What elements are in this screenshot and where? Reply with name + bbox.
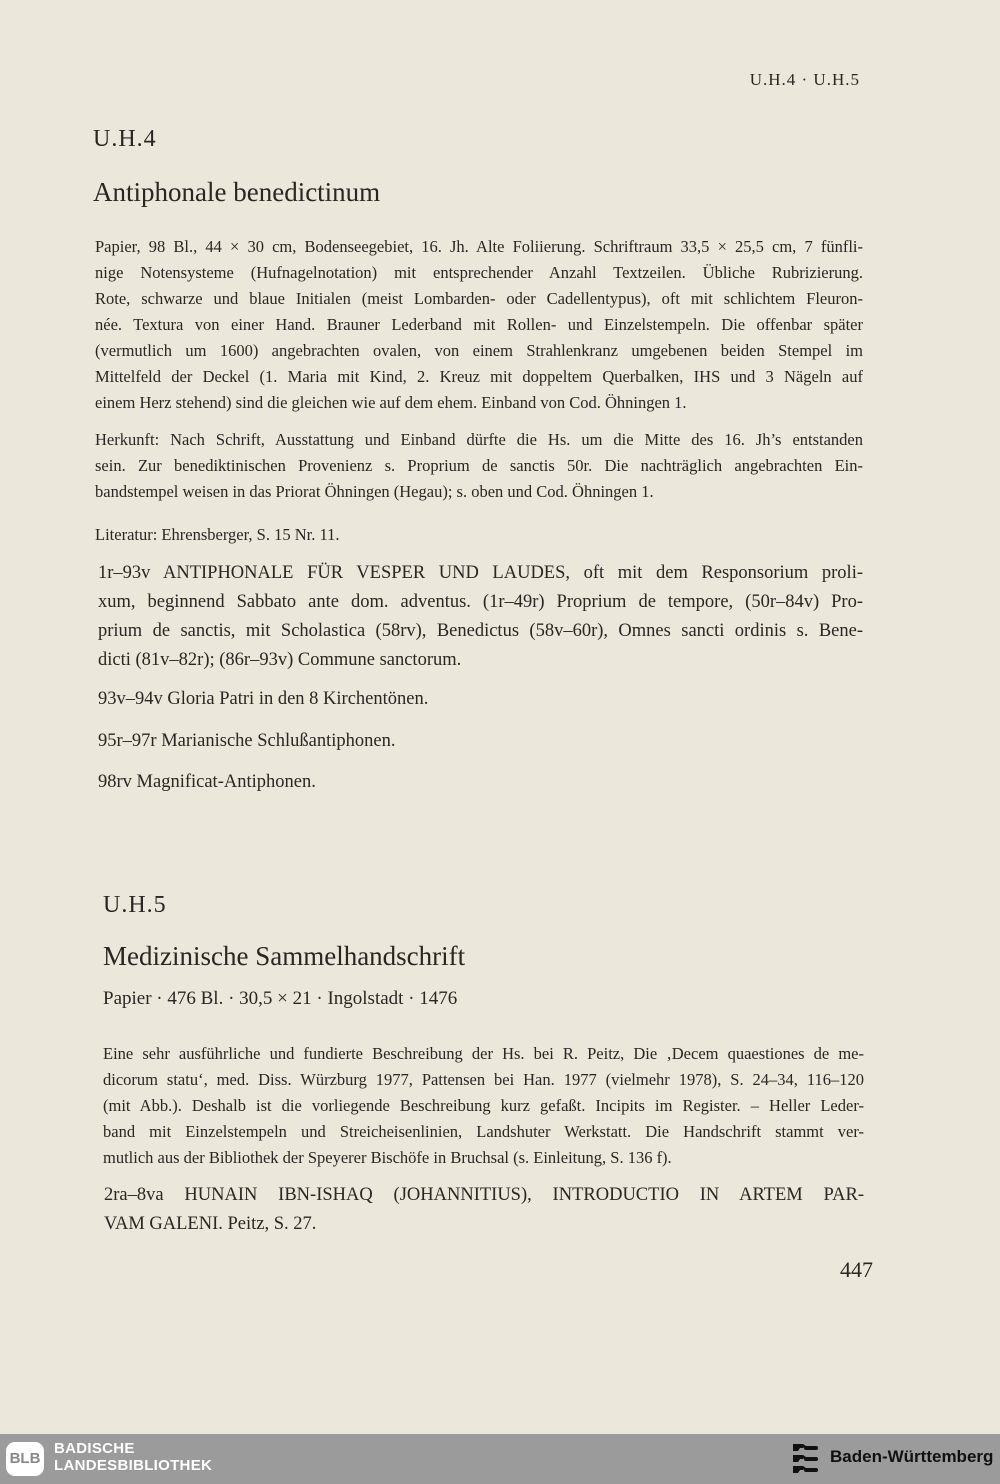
- uh4-desc-line: née. Textura von einer Hand. Brauner Lederband mit Rollen- und Einzelstempeln. Die offenbar später: [95, 315, 863, 334]
- uh5-entry-line: 2ra–8va HUNAIN IBN-ISHAQ (JOHANNITIUS), INTRODUCTIO IN ARTEM PAR-: [104, 1185, 864, 1205]
- uh4-desc-line: Mittelfeld der Deckel (1. Maria mit Kind, 2. Kreuz mit doppeltem Querbalken, IHS und 3 Nägeln auf: [95, 367, 863, 386]
- uh4-contents: [98, 559, 863, 675]
- uh4-desc-line: Rote, schwarze und blaue Initialen (meist Lombarden- oder Cadellentypus), oft mit schlichtem Fleuron-: [95, 289, 863, 308]
- running-head: U.H.4 · U.H.5: [749, 70, 860, 89]
- uh4-provenance: [95, 427, 863, 505]
- uh5-desc-line: band mit Einzelstempeln und Streicheisenlinien, Landshuter Werkstatt. Die Handschrift stammt ver-: [103, 1122, 864, 1141]
- uh5-entry: [104, 1181, 864, 1239]
- uh5-entry-line: VAM GALENI. Peitz, S. 27.: [104, 1214, 317, 1234]
- uh5-desc-line: mutlich aus der Bibliothek der Speyerer Bischöfe in Bruchsal (s. Einleitung, S. 136 f).: [103, 1148, 672, 1167]
- uh4-desc-line: (vermutlich um 1600) angebrachten ovalen, von einem Strahlenkranz umgebenen beiden Stempel im: [95, 341, 863, 360]
- uh5-title: Medizinische Sammelhandschrift: [103, 941, 466, 971]
- uh5-desc-line: dicorum statu‘, med. Diss. Würzburg 1977, Pattensen bei Han. 1977 (vielmehr 1978), S. 24–34, 116–120: [103, 1070, 864, 1089]
- uh4-desc-line: einem Herz stehend) sind die gleichen wie auf dem ehem. Einband von Cod. Öhningen 1.: [95, 393, 687, 412]
- uh4-desc-line: Papier, 98 Bl., 44 × 30 cm, Bodenseegebiet, 16. Jh. Alte Foliierung. Schriftraum 33,5 × 25,5 cm, 7 fünfli-: [95, 237, 863, 256]
- uh5-meta: Papier · 476 Bl. · 30,5 × 21 · Ingolstadt · 1476: [103, 988, 458, 1009]
- lions-coat-of-arms-icon: [790, 1440, 824, 1478]
- page-number: 447: [840, 1257, 873, 1282]
- uh4-prov-line: sein. Zur benediktinischen Provenienz s. Proprium de sanctis 50r. Die nachträglich angebrachten Ein-: [95, 456, 863, 475]
- uh5-description: [103, 1041, 864, 1171]
- bw-name[interactable]: Baden-Württemberg: [830, 1447, 994, 1466]
- uh4-contents-line: 1r–93v ANTIPHONALE FÜR VESPER UND LAUDES, oft mit dem Responsorium proli-: [98, 563, 863, 583]
- uh5-signature: U.H.5: [103, 892, 167, 918]
- uh4-prov-line: bandstempel weisen in das Priorat Öhningen (Hegau); s. oben und Cod. Öhningen 1.: [95, 482, 654, 501]
- uh4-entry: 95r–97r Marianische Schlußantiphonen.: [98, 731, 396, 751]
- blb-name-line2: LANDESBIBLIOTHEK: [54, 1457, 213, 1474]
- blb-name: [54, 1440, 212, 1474]
- uh4-contents-line: prium de sanctis, mit Scholastica (58rv), Benedictus (58v–60r), Omnes sancti ordinis s. Bene-: [98, 621, 863, 641]
- blb-logo[interactable]: BLB: [6, 1442, 44, 1476]
- uh4-signature: U.H.4: [93, 126, 157, 152]
- uh4-desc-line: nige Notensysteme (Hufnagelnotation) mit entsprechender Anzahl Textzeilen. Übliche Rubrizierung.: [95, 263, 863, 282]
- uh4-prov-line: Herkunft: Nach Schrift, Ausstattung und Einband dürfte die Hs. um die Mitte des 16. Jh’s entstanden: [95, 430, 863, 449]
- footer-bar: [0, 1434, 1000, 1484]
- uh5-desc-line: (mit Abb.). Deshalb ist die vorliegende Beschreibung kurz gefaßt. Incipits im Register. – Heller Leder-: [103, 1096, 864, 1115]
- blb-name-line1: BADISCHE: [54, 1440, 135, 1457]
- uh4-contents-line: dicti (81v–82r); (86r–93v) Commune sanctorum.: [98, 650, 462, 670]
- uh4-entry: 98rv Magnificat-Antiphonen.: [98, 772, 316, 792]
- uh4-title: Antiphonale benedictinum: [93, 177, 381, 207]
- uh5-desc-line: Eine sehr ausführliche und fundierte Beschreibung der Hs. bei R. Peitz, Die ‚Decem quaestiones de me-: [103, 1044, 864, 1063]
- uh4-contents-line: xum, beginnend Sabbato ante dom. adventus. (1r–49r) Proprium de tempore, (50r–84v) Pro-: [98, 592, 863, 612]
- uh4-literature: Literatur: Ehrensberger, S. 15 Nr. 11.: [95, 525, 340, 544]
- uh4-description: [95, 234, 863, 416]
- uh4-entry: 93v–94v Gloria Patri in den 8 Kirchentönen.: [98, 689, 429, 709]
